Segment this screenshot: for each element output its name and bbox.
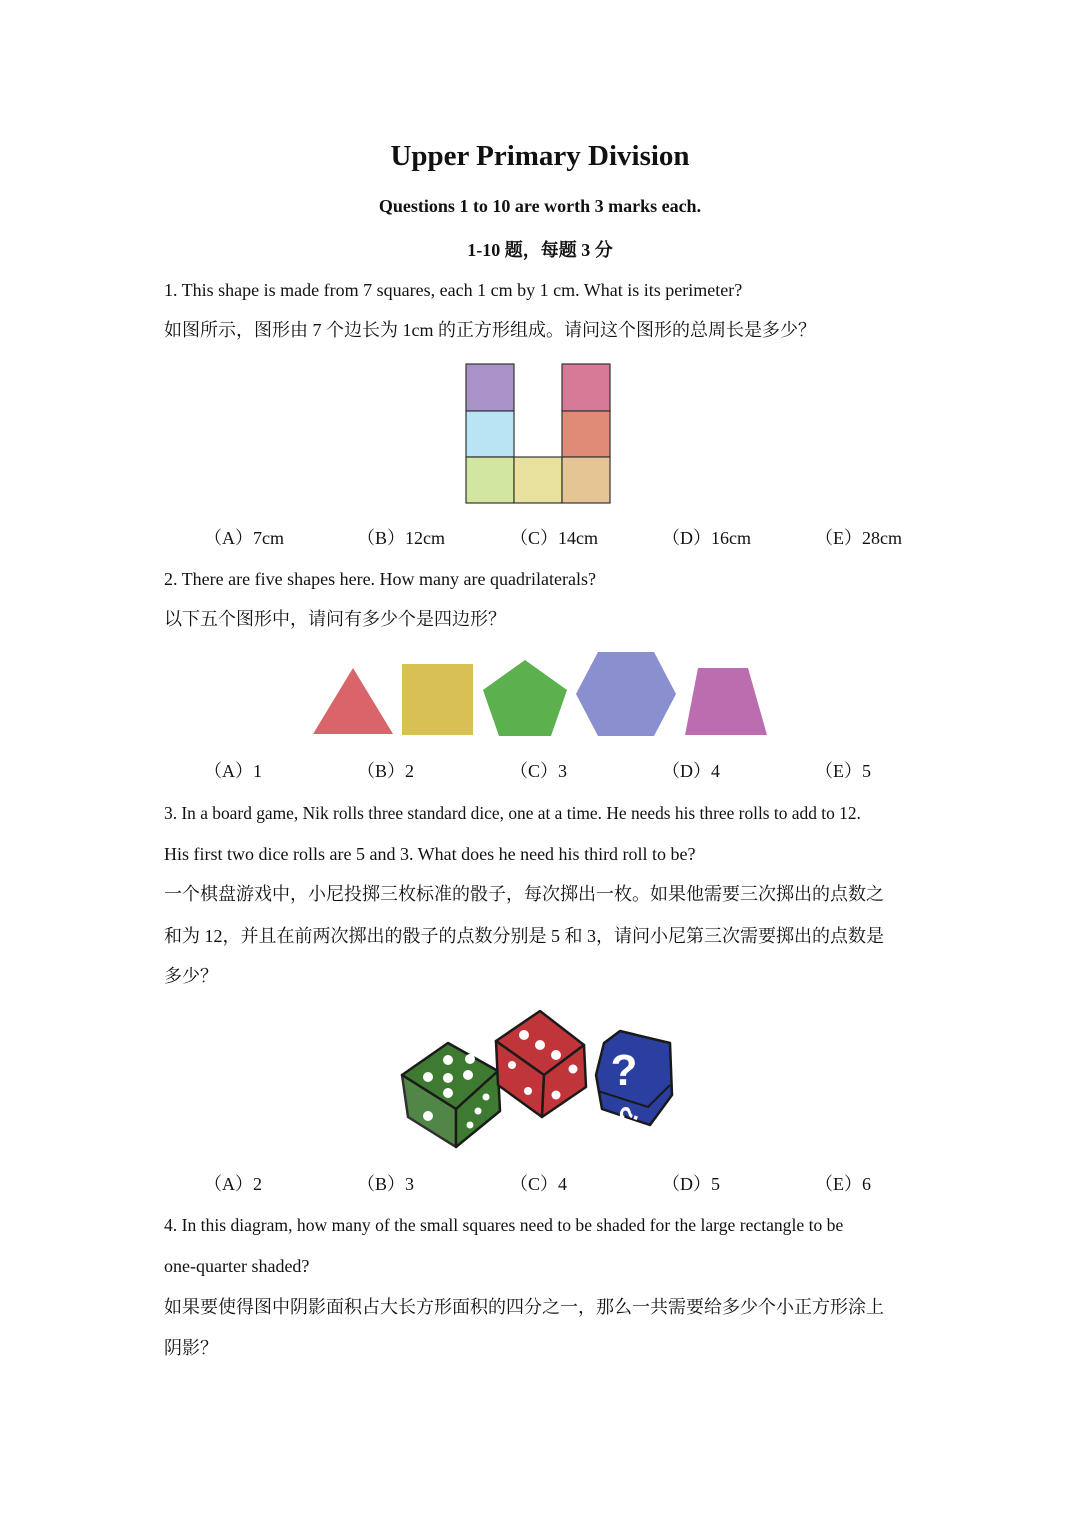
q4-text-en-1: 4. In this diagram, how many of the small squares need to be shaded for the large rectangle to be xyxy=(164,1215,844,1235)
q3-text-cn-2: 和为 12，并且在前两次掷出的骰子的点数分别是 5 和 3，请问小尼第三次需要掷出的点数是 xyxy=(164,926,884,946)
q1-square xyxy=(562,364,610,411)
q2-option-e[interactable]: （E）5 xyxy=(815,761,871,781)
blue-die xyxy=(596,1031,672,1127)
q2-option-a[interactable]: （A）1 xyxy=(204,761,262,781)
pentagon-shape xyxy=(483,660,567,736)
q1-square xyxy=(562,411,610,457)
q1-option-e[interactable]: （E）28cm xyxy=(815,528,902,548)
question-mark-icon: ? xyxy=(612,1102,646,1128)
q1-squares-figure xyxy=(465,363,615,505)
section-subtitle-cn: 1-10 题，每题 3 分 xyxy=(467,240,613,260)
section-subtitle: Questions 1 to 10 are worth 3 marks each. xyxy=(378,196,702,216)
q1-square xyxy=(466,411,514,457)
q2-text-en: 2. There are five shapes here. How many are quadrilaterals? xyxy=(164,569,596,589)
q1-option-a[interactable]: （A）7cm xyxy=(204,528,284,548)
question-mark-icon: ? xyxy=(610,1046,638,1095)
q2-option-c[interactable]: （C）3 xyxy=(510,761,568,781)
q1-option-d[interactable]: （D）16cm xyxy=(662,528,751,548)
q3-text-en-2: His first two dice rolls are 5 and 3. What does he need his third roll to be? xyxy=(164,844,696,864)
square-shape xyxy=(402,664,473,735)
q4-text-cn-1: 如果要使得图中阴影面积占大长方形面积的四分之一，那么一共需要给多少个小正方形涂上 xyxy=(164,1297,884,1317)
q1-square xyxy=(466,364,514,411)
q1-square xyxy=(466,457,514,503)
q1-square xyxy=(514,457,562,503)
q4-text-en-2: one-quarter shaded? xyxy=(164,1256,310,1276)
q3-option-e[interactable]: （E）6 xyxy=(815,1174,871,1194)
q3-text-cn-1: 一个棋盘游戏中，小尼投掷三枚标准的骰子，每次掷出一枚。如果他需要三次掷出的点数之 xyxy=(164,884,884,904)
trapezoid-shape xyxy=(685,668,767,735)
q1-option-c[interactable]: （C）14cm xyxy=(510,528,598,548)
q3-option-a[interactable]: （A）2 xyxy=(204,1174,262,1194)
q3-text-cn-3: 多少？ xyxy=(164,966,218,986)
q1-option-b[interactable]: （B）12cm xyxy=(357,528,445,548)
q1-text-cn: 如图所示，图形由 7 个边长为 1cm 的正方形组成。请问这个图形的总周长是多少？ xyxy=(164,320,816,340)
q2-option-d[interactable]: （D）4 xyxy=(662,761,720,781)
q2-option-b[interactable]: （B）2 xyxy=(357,761,415,781)
q2-shapes-figure xyxy=(310,650,770,740)
triangle-shape xyxy=(313,668,393,734)
page-title: Upper Primary Division xyxy=(390,140,690,172)
hexagon-shape xyxy=(576,652,676,736)
q1-square xyxy=(562,457,610,503)
red-die xyxy=(496,1011,586,1117)
q3-option-b[interactable]: （B）3 xyxy=(357,1174,415,1194)
q2-text-cn: 以下五个图形中，请问有多少个是四边形？ xyxy=(164,609,506,629)
q3-text-en-1: 3. In a board game, Nik rolls three standard dice, one at a time. He needs his three rolls to add to 12. xyxy=(164,803,861,823)
q3-option-c[interactable]: （C）4 xyxy=(510,1174,568,1194)
green-die xyxy=(402,1043,500,1147)
q3-dice-figure xyxy=(398,1005,688,1155)
q4-text-cn-2: 阴影？ xyxy=(164,1338,218,1358)
q1-text-en: 1. This shape is made from 7 squares, each 1 cm by 1 cm. What is its perimeter? xyxy=(164,280,743,300)
q3-option-d[interactable]: （D）5 xyxy=(662,1174,720,1194)
